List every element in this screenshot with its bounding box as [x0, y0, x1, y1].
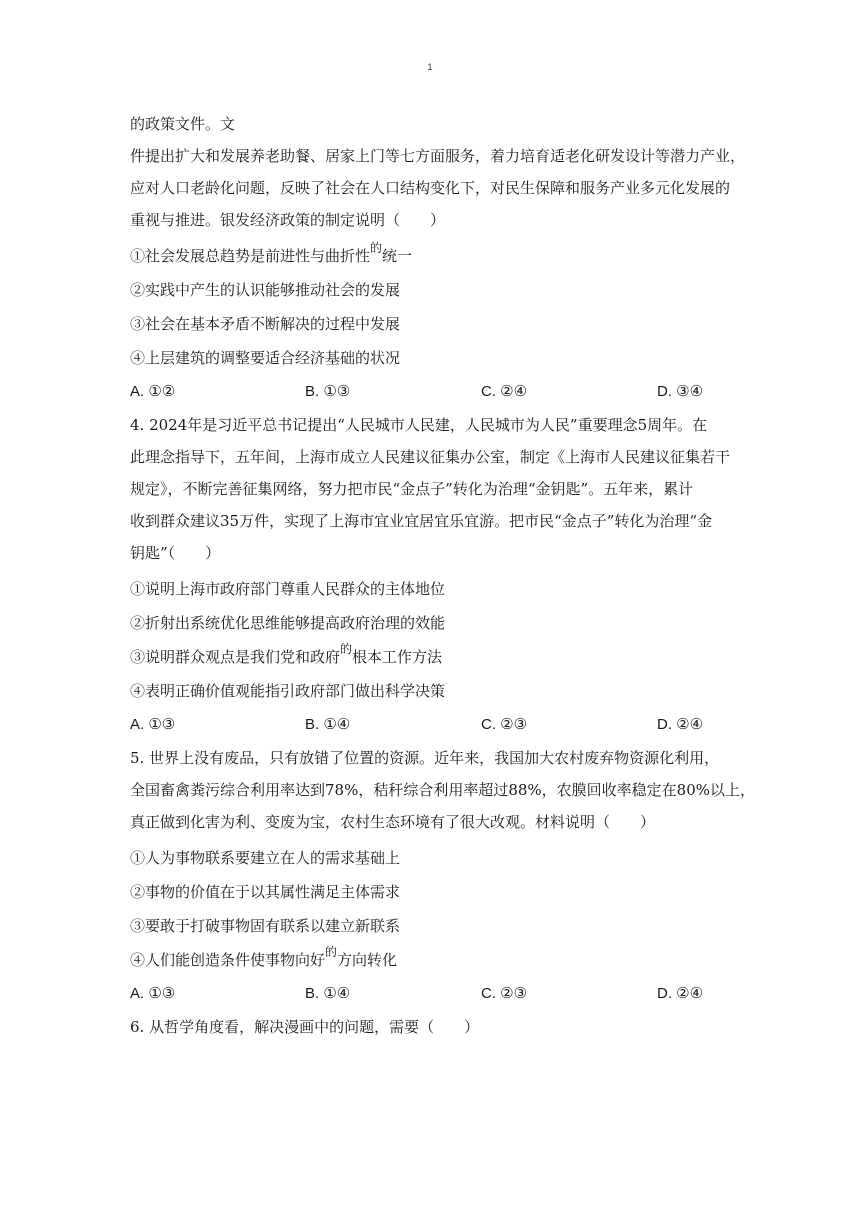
question-4	[130, 409, 730, 742]
question-5-line: 5. 世界上没有废品，只有放错了位置的资源。近年来，我国加大农村废弃物资源化利用，	[130, 749, 720, 767]
question-4-option-2: ②折射出系统优化思维能够提高政府治理的效能	[130, 614, 446, 632]
answer-choice-a: A. ①②	[130, 383, 176, 400]
question-3-option-2: ②实践中产生的认识能够推动社会的发展	[130, 281, 401, 299]
question-3-line: 件提出扩大和发展养老助餐、居家上门等七方面服务，着力培育适老化研发设计等潜力产业，	[130, 147, 746, 165]
answer-choice-d: D. ②④	[657, 716, 704, 733]
answer-choice-c: C. ②③	[481, 716, 528, 733]
answer-choice-c: C. ②③	[481, 985, 528, 1002]
question-4-line: 4. 2024年是习近平总书记提出“人民城市人民建，人民城市为人民”重要理念5周年。在	[130, 416, 708, 434]
question-4-line: 收到群众建议35万件，实现了上海市宜业宜居宜乐宜游。把市民“金点子”转化为治理“金	[130, 512, 713, 530]
answer-choice-a: A. ①③	[130, 716, 176, 733]
question-6	[130, 1011, 730, 1043]
question-5-option-1: ①人为事物联系要建立在人的需求基础上	[130, 849, 401, 867]
question-4-line: 此理念指导下，五年间，上海市成立人民建议征集办公室，制定《上海市人民建议征集若干	[130, 448, 731, 466]
question-4-option-1: ①说明上海市政府部门尊重人民群众的主体地位	[130, 580, 446, 598]
question-5	[130, 742, 756, 1011]
answer-choice-d: D. ②④	[657, 985, 704, 1002]
answer-choice-b: B. ①③	[305, 383, 351, 400]
page-number: 1	[427, 62, 433, 72]
question-3-option-3: ③社会在基本矛盾不断解决的过程中发展	[130, 315, 401, 333]
question-3-option-4: ④上层建筑的调整要适合经济基础的状况	[130, 349, 401, 367]
question-4-line: 规定》，不断完善征集网络，努力把市民“金点子”转化为治理“金钥匙”。五年来，累计	[130, 480, 694, 498]
answer-choice-b: B. ①④	[305, 716, 351, 733]
answer-choice-c: C. ②④	[481, 383, 528, 400]
question-3-line: 重视与推进。银发经济政策的制定说明（ ）	[130, 211, 446, 229]
question-3-answers	[130, 375, 730, 409]
question-5-line: 全国畜禽粪污综合利用率达到78%，秸秆综合利用率超过88%，农膜回收率稳定在80%以上，	[130, 781, 756, 799]
answer-choice-d: D. ③④	[657, 383, 704, 400]
question-3-line: 的政策文件。文	[130, 115, 236, 133]
question-6-line: 6. 从哲学角度看，解决漫画中的问题，需要（ ）	[130, 1018, 480, 1036]
question-4-option-3: ③说明群众观点是我们党和政府$^的$根本工作方法	[130, 642, 443, 666]
question-3	[130, 108, 746, 409]
answer-choice-a: A. ①③	[130, 985, 176, 1002]
document-body	[130, 108, 756, 1043]
question-4-option-4: ④表明正确价值观能指引政府部门做出科学决策	[130, 682, 446, 700]
question-4-line: 钥匙”（ ）	[130, 544, 221, 562]
answer-choice-b: B. ①④	[305, 985, 351, 1002]
question-3-option-1: ①社会发展总趋势是前进性与曲折性$^的$统一	[130, 241, 413, 265]
question-5-line: 真正做到化害为利、变废为宝，农村生态环境有了很大改观。材料说明（ ）	[130, 813, 656, 831]
question-4-answers	[130, 708, 730, 742]
question-5-option-3: ③要敢于打破事物固有联系以建立新联系	[130, 917, 401, 935]
question-3-line: 应对人口老龄化问题，反映了社会在人口结构变化下，对民生保障和服务产业多元化发展的	[130, 179, 731, 197]
question-5-answers	[130, 977, 730, 1011]
question-5-option-4: ④人们能创造条件使事物向好$^的$方向转化	[130, 945, 398, 969]
question-5-option-2: ②事物的价值在于以其属性满足主体需求	[130, 883, 401, 901]
